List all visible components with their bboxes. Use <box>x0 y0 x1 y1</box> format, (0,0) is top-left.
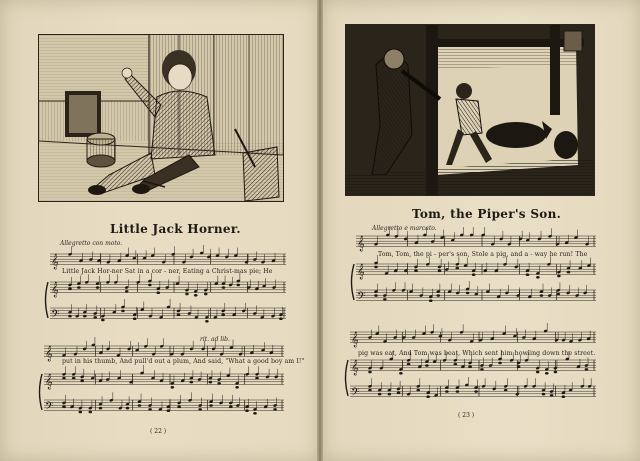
treble-clef: 𝄞 <box>351 332 359 348</box>
chord-note <box>536 276 540 279</box>
chord-note <box>536 371 540 374</box>
chord-note <box>68 288 72 291</box>
lyrics-right-line-1: Tom, Tom, the pi - per's son, Stole a pig, and a - way he run! The <box>378 251 588 258</box>
chord-note <box>138 404 142 407</box>
piano-brace <box>352 264 355 300</box>
treble-clef: 𝄞 <box>357 236 365 252</box>
chord-note <box>554 371 558 374</box>
chord-note <box>101 319 105 322</box>
chord-note <box>526 273 530 276</box>
chord-note <box>480 368 484 371</box>
piano-brace <box>40 374 43 410</box>
chord-note <box>167 409 171 412</box>
chord-note <box>235 386 239 389</box>
chord-note <box>585 368 589 371</box>
illustration-tom-steals-pig <box>345 24 595 196</box>
chord-note <box>77 286 81 289</box>
chord-note <box>414 270 418 273</box>
chord-note <box>209 404 213 407</box>
chord-note <box>229 406 233 409</box>
bass-clef: 𝄢 <box>51 308 60 324</box>
chord-note <box>517 366 521 369</box>
chord-note <box>425 364 429 367</box>
chord-note <box>62 406 66 409</box>
piano-brace <box>346 360 349 396</box>
piano-brace <box>46 282 49 318</box>
chord-note <box>125 290 129 293</box>
chord-note <box>474 390 478 393</box>
chord-note <box>557 293 561 296</box>
tempo-marking-right: Allegretto e marcato. <box>372 225 437 232</box>
chord-note <box>93 316 97 319</box>
chord-note <box>498 362 502 365</box>
chord-note <box>96 286 100 289</box>
chord-note <box>562 395 566 398</box>
treble-clef: 𝄞 <box>351 360 359 376</box>
chord-note <box>198 408 202 411</box>
chord-note <box>148 408 152 411</box>
chord-note <box>190 381 194 384</box>
chord-note <box>72 377 76 380</box>
chord-note <box>68 315 72 318</box>
chord-note <box>426 395 430 398</box>
chord-note <box>454 363 458 366</box>
chord-note <box>205 320 209 323</box>
chord-note <box>236 284 240 287</box>
chord-note <box>557 275 561 278</box>
chord-note <box>99 407 103 410</box>
chord-note <box>416 389 420 392</box>
treble-clef: 𝄞 <box>45 346 53 362</box>
chord-note <box>542 393 546 396</box>
bass-clef: 𝄢 <box>357 290 366 306</box>
chord-note <box>121 310 125 313</box>
chord-note <box>279 317 283 320</box>
book-gutter <box>317 0 323 461</box>
treble-clef: 𝄞 <box>51 282 59 298</box>
chord-note <box>429 299 433 302</box>
chord-note <box>472 273 476 276</box>
chord-note <box>468 366 472 369</box>
chord-note <box>245 409 249 412</box>
chord-note <box>177 314 181 317</box>
page-number-right: ( 23 ) <box>458 412 475 419</box>
chord-note <box>79 411 83 414</box>
music-system-left-2 <box>36 342 286 422</box>
page-number-left: ( 22 ) <box>150 428 167 435</box>
chord-note <box>540 294 544 297</box>
treble-clef: 𝄞 <box>45 374 53 390</box>
chord-note <box>438 270 442 273</box>
music-system-right-2 <box>342 328 598 406</box>
chord-note <box>217 382 221 385</box>
chord-note <box>204 293 208 296</box>
chord-note <box>133 317 137 320</box>
illustration-boy-in-corner <box>38 34 284 202</box>
tempo-marking-left: Allegretto con moto. <box>60 240 123 247</box>
chord-note <box>221 314 225 317</box>
chord-note <box>466 292 470 295</box>
lyrics-left-line-1: Little Jack Hor-ner Sat in a cor - ner, Eating a Christ-mas pie; He <box>62 268 273 275</box>
chord-note <box>455 267 459 270</box>
chord-note <box>374 266 378 269</box>
chord-note <box>89 411 93 414</box>
bass-clef: 𝄢 <box>351 386 360 402</box>
chord-note <box>273 408 277 411</box>
chord-note <box>399 372 403 375</box>
chord-note <box>368 371 372 374</box>
chord-note <box>255 377 259 380</box>
chord-note <box>456 390 460 393</box>
chord-note <box>185 293 189 296</box>
chord-note <box>253 412 257 415</box>
engraving-tom-steals-pig <box>346 25 594 195</box>
chord-note <box>156 291 160 294</box>
chord-note <box>126 407 130 410</box>
chord-note <box>222 286 226 289</box>
chord-note <box>388 393 392 396</box>
music-system-right-1 <box>348 232 598 312</box>
song-title-little-jack-horner: Little Jack Horner. <box>110 222 241 236</box>
chord-note <box>80 380 84 383</box>
chord-note <box>62 377 66 380</box>
chord-note <box>171 386 175 389</box>
chord-note <box>383 298 387 301</box>
chord-note <box>550 394 554 397</box>
chord-note <box>445 390 449 393</box>
chord-note <box>378 393 382 396</box>
rit-marking: rit. ad lib. <box>200 336 230 343</box>
treble-clef: 𝄞 <box>51 254 59 270</box>
engraving-boy-in-corner <box>39 35 283 201</box>
treble-clef: 𝄞 <box>357 264 365 280</box>
song-title-tom-the-pipers-son: Tom, the Piper's Son. <box>412 207 562 221</box>
chord-note <box>374 294 378 297</box>
chord-note <box>567 271 571 274</box>
chord-note <box>407 363 411 366</box>
chord-note <box>368 389 372 392</box>
chord-note <box>148 284 152 287</box>
chord-note <box>209 381 213 384</box>
chord-note <box>194 294 198 297</box>
chord-note <box>436 294 440 297</box>
lyrics-left-line-2: put in his thumb, And pull'd out a plum, And said, "What a good boy am I!" <box>62 358 305 365</box>
music-system-left-1 <box>42 250 288 332</box>
chord-note <box>545 372 549 375</box>
lyrics-right-line-2: pig was eat, And Tom was beat, Which sent him howling down the street. <box>358 350 596 357</box>
chord-note <box>397 392 401 395</box>
chord-note <box>504 389 508 392</box>
bass-clef: 𝄢 <box>45 400 54 416</box>
chord-note <box>83 315 87 318</box>
chord-note <box>177 406 181 409</box>
